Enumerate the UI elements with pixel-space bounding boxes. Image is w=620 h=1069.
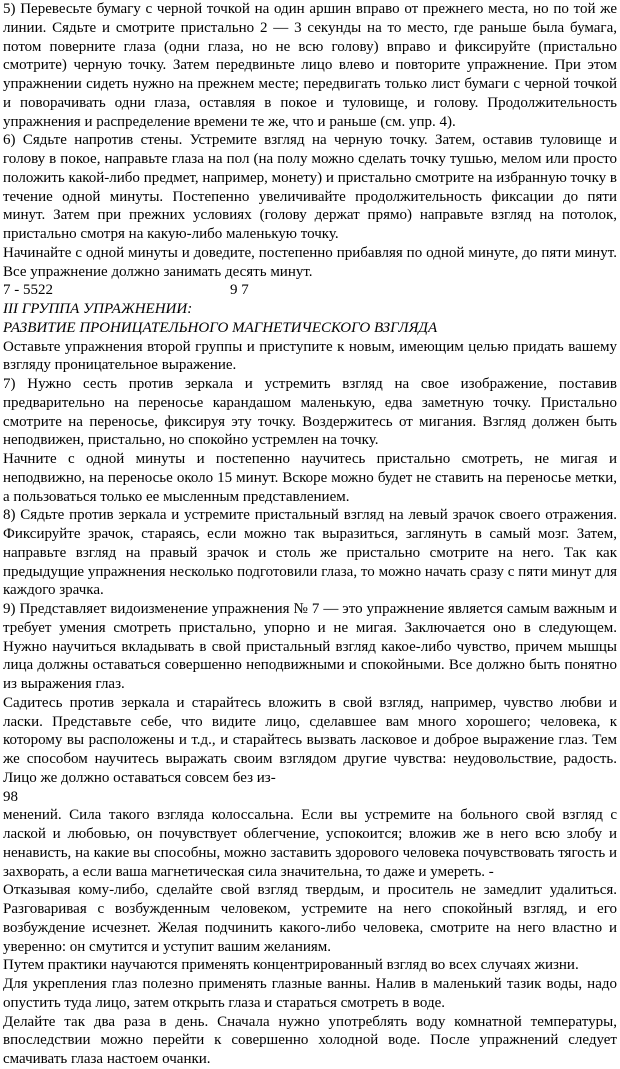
print-code: 7 - 5522 xyxy=(3,282,53,299)
paragraph-exercise-6: 6) Сядьте напротив стены. Устремите взгляд на черную точку. Затем, оставив туловище и голову в покое, направьте глаза на пол (на полу можно сделать точку тушью, мелом или просто положить какой-либо предмет, например, монету) и пристально смотрите на избранную точку в течение одной минуты. Постепенно увеличивайте продолжительность фиксации до пяти минут. Затем при прежних условиях (голову держат прямо) направьте взгляд на потолок, пристально смотря на какую-либо маленькую точку. xyxy=(3,132,617,242)
paragraph-exercise-5: 5) Перевесьте бумагу с черной точкой на один аршин вправо от прежнего места, но по той же линии. Сядьте и смотрите пристально 2 — 3 секунды на то место, где раньше была бумага, потом поверните глаза (одни глаза, но не всю голову) вправо и фиксируйте (пристально смотрите) черную точку. Затем передвиньте лицо влево и повторите упражнение. При этом упражнении сидеть нужно на прежнем месте; передвигать только лист бумаги с черной точкой и поворачивать одни глаза, оставляя в покое и туловище, и голову. Продолжительность упражнения и распределение времени те же, что и раньше (см. упр. 4). xyxy=(3,1,617,130)
paragraph-exercise-7-duration: Начните с одной минуты и постепенно научитесь пристально смотреть, не мигая и неподвижно, на переносье около 15 минут. Вскоре можно будет не ставить на переносье метки, а пользоваться только ее мысленным представлением. xyxy=(3,451,617,505)
paragraph-eye-baths: Для укрепления глаз полезно применять глазные ванны. Налив в маленький тазик воды, надо опустить туда лицо, затем открыть глаза и стараться смотреть в воде. xyxy=(3,976,617,1011)
paragraph-exercise-7: 7) Нужно сесть против зеркала и устремить взгляд на свое изображение, поставив предварительно на переносье карандашом маленькую, едва заметную точку. Пристально смотрите на переносье, фиксируя эту точку. Воздержитесь от мигания. Взгляд должен быть неподвижен, пристально, но спокойно устремлен на точку. xyxy=(3,376,617,449)
paragraph-daily-routine: Делайте так два раза в день. Сначала нужно употреблять воду комнатной температуры, впоследствии можно перейти к совершенно холодной воде. После упражнений следует смачивать глаза настоем очанки. xyxy=(3,1013,617,1067)
print-page-number: 9 7 xyxy=(230,282,249,299)
paragraph-exercise-8: 8) Сядьте против зеркала и устремите пристальный взгляд на левый зрачок своего отражения. Фиксируйте зрачок, стараясь, если можно так выразиться, заглянуть в самый мозг. Затем, направьте взгляд на правый зрачок и столь же пристально смотрите на него. Так как предыдущие упражнения несколько подготовили глаза, то можно начать сразу с пяти минут для каждого зрачка. xyxy=(3,507,617,599)
print-footer xyxy=(3,281,617,300)
page-number: 98 xyxy=(3,788,18,805)
paragraph-refusal: Отказывая кому-либо, сделайте свой взгляд твердым, и проситель не замедлит удалиться. Разговаривая с возбужденным человеком, устремите на него спокойный взгляд, и его возбуждение исчезнет. Желая подчинить какого-либо человека, смотрите на него властно и уверенно: он смутится и уступит вашим желаниям. xyxy=(3,882,617,955)
paragraph-exercise-6-duration: Начинайте с одной минуты и доведите, постепенно прибавляя по одной минуте, до пяти минут. Все упражнение должно занимать десять минут. xyxy=(3,244,617,280)
paragraph-exercise-9-mirror: Садитесь против зеркала и старайтесь вложить в свой взгляд, например, чувство любви и ласки. Представьте себе, что видите лицо, сделавшее вам много хорошего; человека, к которому вы расположены и т.д., и старайтесь вызвать ласковое и доброе выражение глаз. Тем же способом научитесь выражать своим взглядом другие чувства: неудовольствие, радость. Лицо же должно оставаться совсем без из- xyxy=(3,694,617,786)
paragraph-exercise-9: 9) Представляет видоизменение упражнения № 7 — это упражнение является самым важным и требует умения смотреть пристально, упорно и не мигая. Заключается оно в следующем. Нужно научиться вкладывать в свой пристальный взгляд какое-либо чувство, причем мышцы лица должны оставаться совершенно неподвижными и спокойными. Все должно быть понятно из выражения глаз. xyxy=(3,601,617,692)
paragraph-practice: Путем практики научаются применять концентрированный взгляд во всех случаях жизни. xyxy=(3,957,579,974)
section-heading-title: РАЗВИТИЕ ПРОНИЦАТЕЛЬНОГО МАГНЕТИЧЕСКОГО ВЗГЛЯДА xyxy=(3,319,438,336)
paragraph-intro: Оставьте упражнения второй группы и приступите к новым, имеющим целью придать вашему взгляду проницательное выражение. xyxy=(3,338,617,374)
paragraph-gaze-power: менений. Сила такого взгляда колоссальна. Если вы устремите на больного свой взгляд с лаской и любовью, он почувствует облегчение, успокоится; вложив же в него всю злобу и ненависть, на какие вы способны, можно заставить здорового человека почувствовать тягость и захворать, а если ваша магнетическая сила значительна, то даже и умереть. - xyxy=(3,807,617,880)
section-heading-group: III ГРУППА УПРАЖНЕНИИ: xyxy=(3,301,193,317)
